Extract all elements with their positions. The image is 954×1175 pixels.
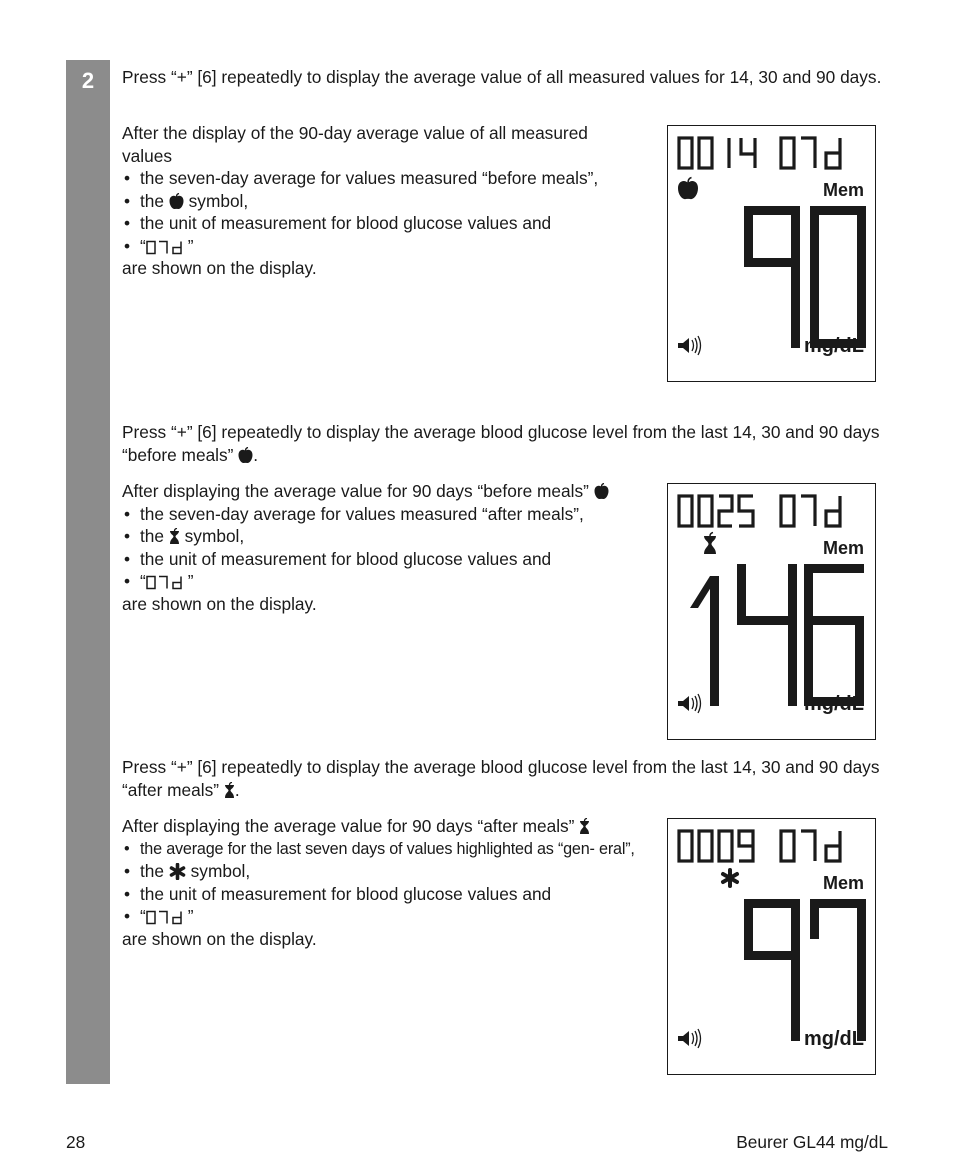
section1-text	[122, 122, 642, 280]
lcd-screen	[668, 126, 874, 380]
list-item: • the symbol,	[122, 860, 662, 883]
section2-lead: After displaying the average value for 90 days “before meals”	[122, 480, 662, 503]
lcd-07d-symbol	[146, 575, 188, 590]
section3-text	[122, 815, 662, 950]
unit-label: mg/dL	[804, 693, 864, 715]
unit-label: mg/dL	[804, 335, 864, 357]
lcd-screen	[668, 484, 874, 738]
intro-paragraph: Press “+” [6] repeatedly to display the average value of all measured values for 14, 30 and 90 days.	[122, 67, 882, 87]
list-item: • the average for the last seven days of values highlighted as “gen- eral”,	[122, 838, 650, 861]
apple-core-icon	[579, 818, 590, 835]
apple-icon	[238, 447, 253, 464]
list-item: • “ ”	[122, 905, 662, 928]
section1-closing: are shown on the display.	[122, 258, 317, 278]
list-item: • “ ”	[122, 570, 662, 593]
list-item: • the unit of measurement for blood glucose values and	[122, 548, 662, 571]
section3-closing: are shown on the display.	[122, 928, 317, 949]
section3-lead: After displaying the average value for 90 days “after meals”	[122, 815, 662, 838]
apple-core-icon	[704, 533, 716, 555]
asterisk-icon	[723, 870, 737, 886]
list-item: • the seven-day average for values measured “after meals”,	[122, 503, 662, 526]
apple-core-icon	[169, 528, 180, 545]
meter-display-1	[667, 125, 876, 382]
list-item: • the symbol,	[122, 190, 642, 213]
list-item: • the symbol,	[122, 525, 662, 548]
sound-icon	[678, 1029, 701, 1048]
lcd-screen	[668, 819, 874, 1073]
section2-closing: are shown on the display.	[122, 593, 317, 614]
product-name: Beurer GL44 mg/dL	[736, 1132, 888, 1152]
section2-list	[122, 503, 662, 593]
section3-intro: Press “+” [6] repeatedly to display the average blood glucose level from the last 14, 30 and 90 days “after meals” .	[122, 757, 880, 800]
mem-label: Mem	[822, 873, 864, 893]
meter-display-3	[667, 818, 876, 1075]
step-sidebar	[66, 60, 110, 1084]
mem-label: Mem	[822, 538, 864, 558]
unit-label: mg/dL	[804, 1028, 864, 1050]
lcd-07d-symbol	[146, 240, 188, 255]
section3-list	[122, 838, 662, 928]
sound-icon	[678, 336, 701, 355]
apple-icon	[594, 483, 609, 500]
apple-icon	[169, 193, 184, 210]
asterisk-icon	[169, 863, 186, 880]
meter-display-2	[667, 483, 876, 740]
list-item: • the seven-day average for values measured “before meals”,	[122, 167, 642, 190]
step-number: 2	[81, 68, 95, 93]
section1-list	[122, 167, 642, 257]
sound-icon	[678, 694, 701, 713]
list-item: • “ ”	[122, 235, 642, 258]
page-number: 28	[66, 1132, 86, 1152]
list-item: • the unit of measurement for blood glucose values and	[122, 212, 642, 235]
list-item: • the unit of measurement for blood glucose values and	[122, 883, 662, 906]
section2-text	[122, 480, 662, 615]
section2-intro: Press “+” [6] repeatedly to display the average blood glucose level from the last 14, 30 and 90 days “before meals” .	[122, 422, 880, 465]
lcd-07d-symbol	[146, 910, 188, 925]
mem-label: Mem	[822, 180, 864, 200]
section1-lead: After the display of the 90-day average value of all measured values	[122, 123, 588, 166]
apple-core-icon	[224, 782, 235, 799]
apple-icon	[678, 178, 698, 200]
